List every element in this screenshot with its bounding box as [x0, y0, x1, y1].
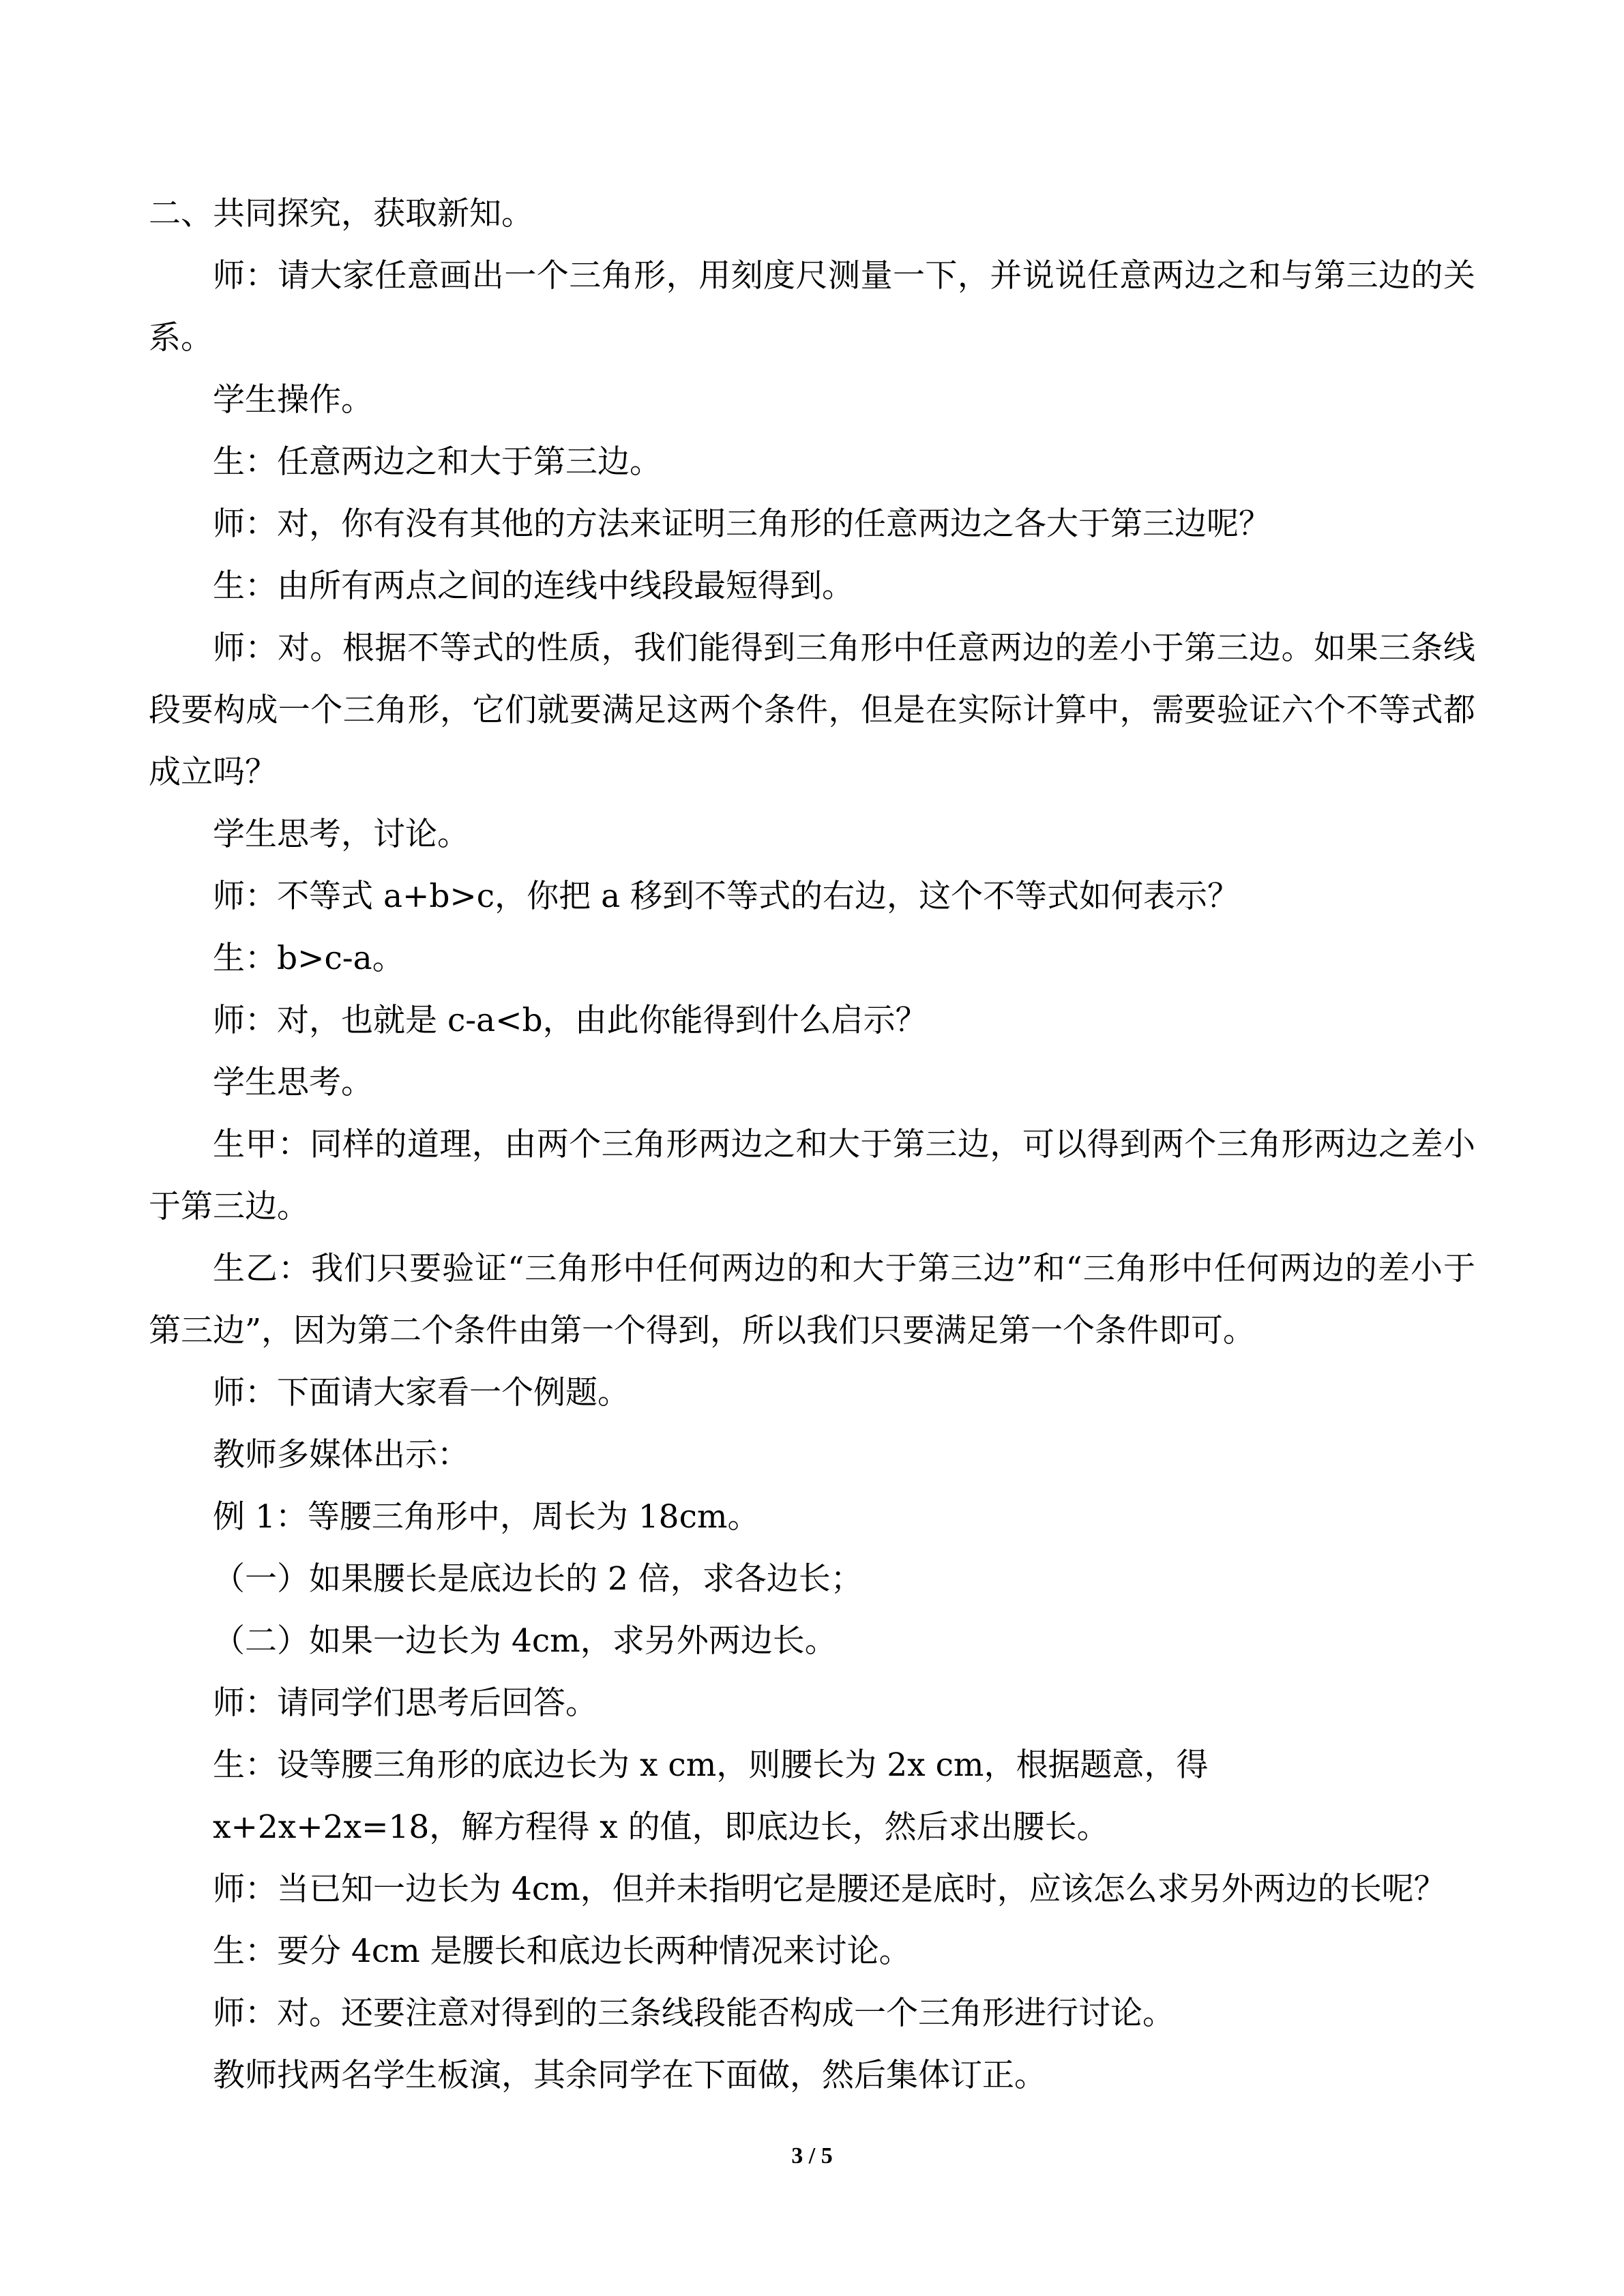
paragraph: （二）如果一边长为 4cm，求另外两边长。: [213, 1622, 837, 1660]
paragraph: 生：由所有两点之间的连线中线段最短得到。: [213, 567, 854, 605]
paragraph: 师：下面请大家看一个例题。: [213, 1374, 630, 1412]
paragraph: 师：请同学们思考后回答。: [213, 1684, 597, 1722]
paragraph: 生：要分 4cm 是腰长和底边长两种情况来讨论。: [213, 1933, 911, 1970]
paragraph: 生：b>c-a。: [213, 940, 404, 977]
paragraph: 学生思考。: [213, 1064, 373, 1101]
document-body: [149, 183, 1475, 2106]
paragraph: 生甲：同样的道理，由两个三角形两边之和大于第三边，可以得到两个三角形两边之差小于第三边。: [149, 1126, 1475, 1225]
paragraph: 师：不等式 a+b>c，你把 a 移到不等式的右边，这个不等式如何表示？: [213, 878, 1240, 915]
paragraph: （一）如果腰长是底边长的 2 倍，求各边长；: [213, 1560, 863, 1598]
paragraph: 教师多媒体出示：: [213, 1436, 469, 1474]
section-heading: 二、共同探究，获取新知。: [149, 195, 533, 233]
paragraph: 师：对。还要注意对得到的三条线段能否构成一个三角形进行讨论。: [213, 1995, 1175, 2032]
paragraph: 生：设等腰三角形的底边长为 x cm，则腰长为 2x cm，根据题意，得: [213, 1746, 1209, 1784]
paragraph: 师：对，你有没有其他的方法来证明三角形的任意两边之各大于第三边呢？: [213, 505, 1271, 543]
paragraph: 教师找两名学生板演，其余同学在下面做，然后集体订正。: [213, 2057, 1046, 2094]
paragraph: 师：对，也就是 c-a<b，由此你能得到什么启示？: [213, 1002, 928, 1039]
paragraph: 师：请大家任意画出一个三角形，用刻度尺测量一下，并说说任意两边之和与第三边的关系。: [149, 257, 1475, 357]
paragraph: 生乙：我们只要验证“三角形中任何两边的和大于第三边”和“三角形中任何两边的差小于第三边”，因为第二个条件由第一个得到，所以我们只要满足第一个条件即可。: [149, 1250, 1475, 1350]
paragraph: 学生操作。: [213, 381, 373, 419]
paragraph: 例 1：等腰三角形中，周长为 18cm。: [213, 1498, 760, 1536]
paragraph: 师：对。根据不等式的性质，我们能得到三角形中任意两边的差小于第三边。如果三条线段要构成一个三角形，它们就要满足这两个条件，但是在实际计算中，需要验证六个不等式都成立吗？: [149, 629, 1475, 791]
page-number: 3 / 5: [791, 2143, 833, 2168]
paragraph: 师：当已知一边长为 4cm，但并未指明它是腰还是底时，应该怎么求另外两边的长呢？: [213, 1870, 1446, 1908]
paragraph: 学生思考，讨论。: [213, 816, 469, 853]
paragraph: 生：任意两边之和大于第三边。: [213, 443, 662, 481]
paragraph: x+2x+2x=18，解方程得 x 的值，即底边长，然后求出腰长。: [213, 1808, 1109, 1846]
